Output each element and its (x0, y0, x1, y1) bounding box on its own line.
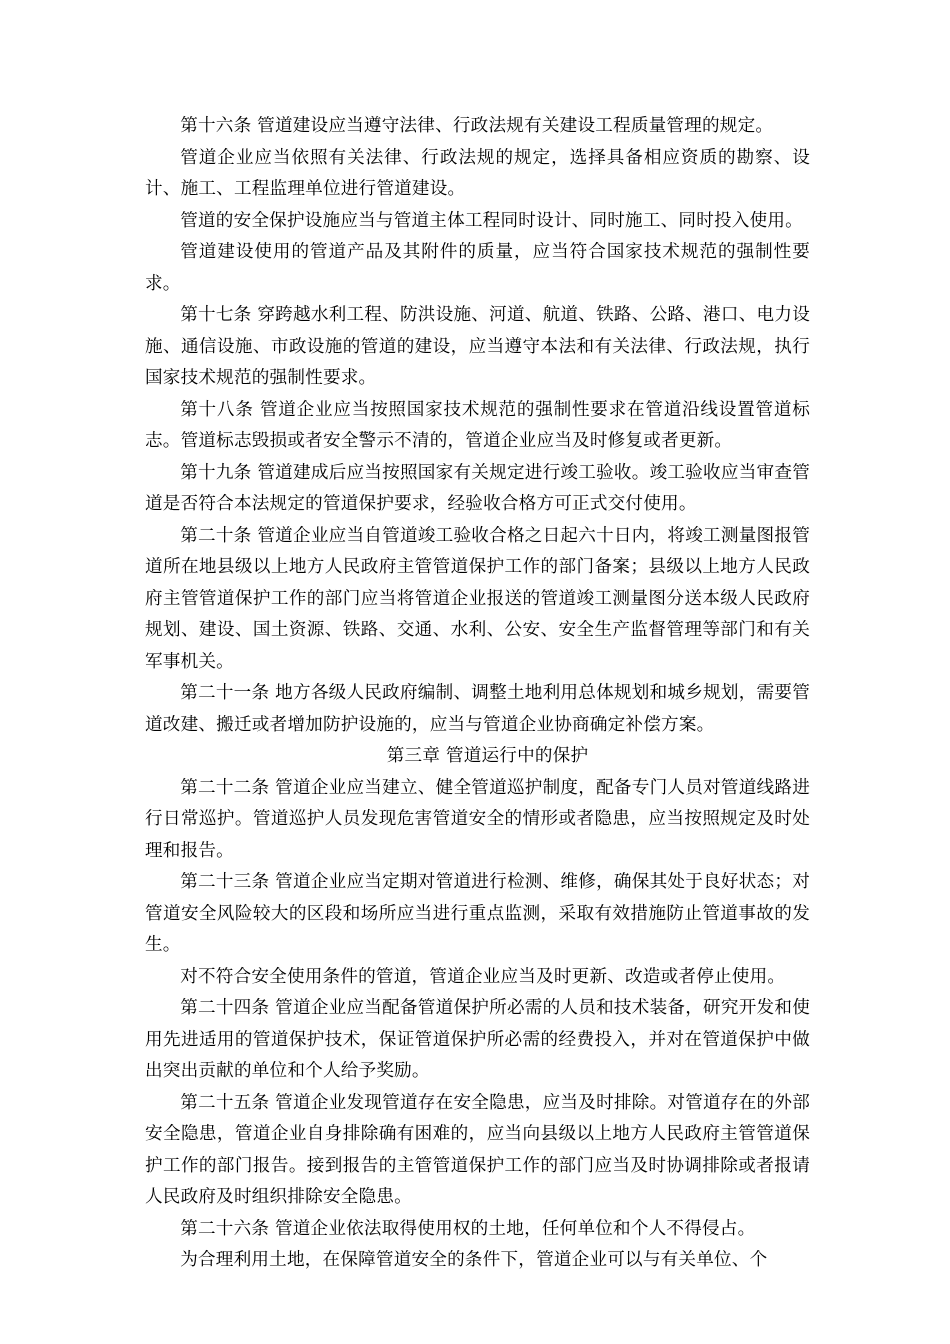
paragraph-article-23: 第二十三条 管道企业应当定期对管道进行检测、维修，确保其处于良好状态；对管道安全风险较大的区段和场所应当进行重点监测，采取有效措施防止管道事故的发生。 (145, 872, 810, 955)
paragraph-article-21: 第二十一条 地方各级人民政府编制、调整土地利用总体规划和城乡规划，需要管道改建、搬迁或者增加防护设施的，应当与管道企业协商确定补偿方案。 (145, 683, 810, 735)
paragraph-article-18: 第十八条 管道企业应当按照国家技术规范的强制性要求在管道沿线设置管道标志。管道标志毁损或者安全警示不清的，管道企业应当及时修复或者更新。 (145, 399, 810, 451)
paragraph-article-26-land-use: 为合理利用土地，在保障管道安全的条件下，管道企业可以与有关单位、个 (180, 1250, 768, 1270)
paragraph-article-16-safety: 管道的安全保护设施应当与管道主体工程同时设计、同时施工、同时投入使用。 (180, 210, 803, 231)
chapter-title: 第三章 管道运行中的保护 (386, 746, 589, 766)
paragraph-article-23-renewal: 对不符合安全使用条件的管道，管道企业应当及时更新、改造或者停止使用。 (180, 966, 786, 987)
document-body (145, 111, 810, 1277)
paragraph-article-22: 第二十二条 管道企业应当建立、健全管道巡护制度，配备专门人员对管道线路进行日常巡护。管道巡护人员发现危害管道安全的情形或者隐患，应当按照规定及时处理和报告。 (145, 777, 810, 861)
paragraph-article-26: 第二十六条 管道企业依法取得使用权的土地，任何单位和个人不得侵占。 (180, 1218, 756, 1239)
paragraph-article-20: 第二十条 管道企业应当自管道竣工验收合格之日起六十日内，将竣工测量图报管道所在地县级以上地方人民政府主管管道保护工作的部门备案；县级以上地方人民政府主管管道保护工作的部门应当将管道企业报送的管道竣工测量图分送本级人民政府规划、建设、国土资源、铁路、交通、水利、公安、安全生产监督管理等部门和有关军事机关。 (145, 525, 810, 672)
paragraph-article-24: 第二十四条 管道企业应当配备管道保护所必需的人员和技术装备，研究开发和使用先进适用的管道保护技术，保证管道保护所必需的经费投入，并对在管道保护中做出突出贡献的单位和个人给予奖励。 (145, 998, 810, 1081)
paragraph-article-16-survey: 管道企业应当依照有关法律、行政法规的规定，选择具备相应资质的勘察、设计、施工、工程监理单位进行管道建设。 (145, 147, 810, 199)
paragraph-article-17: 第十七条 穿跨越水利工程、防洪设施、河道、航道、铁路、公路、港口、电力设施、通信设施、市政设施的管道的建设，应当遵守本法和有关法律、行政法规，执行国家技术规范的强制性要求。 (145, 305, 810, 388)
paragraph-article-19: 第十九条 管道建成后应当按照国家有关规定进行竣工验收。竣工验收应当审查管道是否符合本法规定的管道保护要求，经验收合格方可正式交付使用。 (145, 462, 810, 514)
paragraph-article-25: 第二十五条 管道企业发现管道存在安全隐患，应当及时排除。对管道存在的外部安全隐患，管道企业自身排除确有困难的，应当向县级以上地方人民政府主管管道保护工作的部门报告。接到报告的主管管道保护工作的部门应当及时协调排除或者报请人民政府及时组织排除安全隐患。 (145, 1092, 810, 1207)
paragraph-article-16: 第十六条 管道建设应当遵守法律、行政法规有关建设工程质量管理的规定。 (180, 116, 774, 136)
paragraph-article-16-quality: 管道建设使用的管道产品及其附件的质量，应当符合国家技术规范的强制性要求。 (145, 242, 810, 294)
